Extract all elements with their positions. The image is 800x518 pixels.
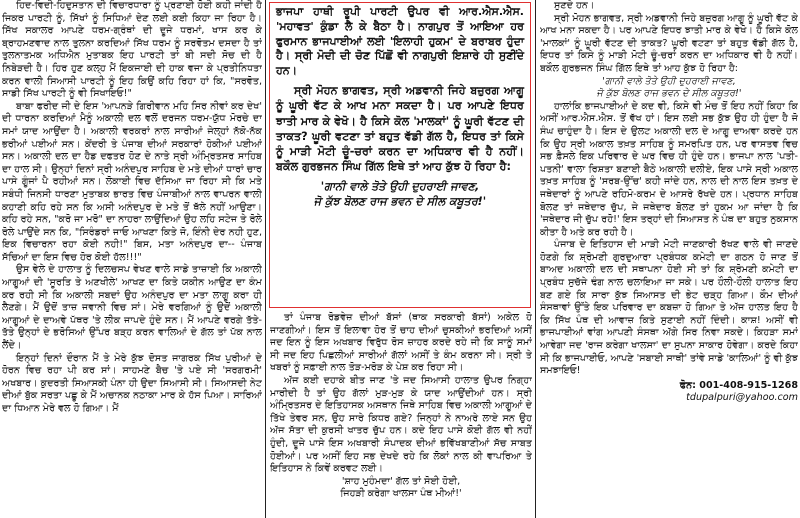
paragraph: ਹਿਦ-ਵਿਦੀ-ਹਿਦੁਸਤਾਨ ਦੀ ਵਿਚਾਰਧਾਰਾ ਨੂੰ ਪ੍ਰਣਾਈ ਹੋਈ ਕਹੀ ਜਾਂਦੀ ਹੈ ਜਿਕਰ ਪਾਰਟੀ ਨੂੰ, ਸਿੱਖਾਂ ਨੂੰ ਸਿਧਿਆਂ ਦੇਣ ਲਈ ਕਈ ਕਿਹਾ ਜਾ ਰਿਹਾ ਹੈ। ਸਿੱਖ ਸਕਾਲਰ ਆਪਣੇ ਧਰਮ-ਗ੍ਰੰਥਾਂ ਦੀ ਦੂਜੇ ਧਰਮਾਂ, ਖਾਸ ਕਰ ਕੇ ਬ੍ਰਾਹਮਣਵਾਦ ਨਾਲ ਤੁਲਨਾ ਕਰਦਿਆਂ ਸਿੱਖ ਧਰਮ ਨੂੰ ਸਰਵੋਤਮ ਦਸਦਾ ਹੈ ਤਾਂ ਤੁਲਨਾਤਮਕ ਅਧਿਐਨ ਮੁਤਾਬਕ ਇਹ ਪਾਰਟੀ ਤਾਂ ਬੀ ਸਦੀ ਸੋਚ ਦੀ ਹੈ ਨਿਬੇੜਦੀ ਹੈ। ਹਿਰ ਹੁਣ ਕਲ੍ਹ ਮੈਂ ਇਕਜਾਈ ਦੀ ਹਾਕ ਵਜਾ ਕੇ ਪ੍ਰਤੀਨਿਧਤਾ ਕਰਨ ਵਾਲੀ ਸਿਆਸੀ ਪਾਰਟੀ ਨੂੰ ਇਹ ਕਿਉਂ ਕਹਿ ਰਿਹਾ ਹਾਂ ਕਿ, "ਸਰਵੋਤ, ਸਾਡੀ ਸਿੱਖ ਪਾਰਟੀ ਨੂੰ ਵੀ ਸਿਖਾਇਓ!" (2, 0, 262, 100)
author-phone: ਫੋਨ: 001-408-915-1268 (679, 379, 798, 391)
paragraph: ਤਾਂ ਪੰਜਾਬ ਰੋਡਵੇਜ਼ ਦੀਆਂ ਬੱਸਾਂ (ਥਾਕ ਸਰਕਾਰੀ ਬੱਸਾਂ) ਅਕੇਲ ਹੋ ਜਾਣਗੀਆਂ। ਇਸ ਤੋਂ ਇਲਾਵਾ ਹੋਰ ਤੋਂ ਚਾਹ ਦੀਆਂ ਚੁਸਕੀਆਂ ਭਰਦਿਆਂ ਅਸੀਂ ਜਦ ਇਨ ਨੂੰ ਇਸ ਅਖਬਾਰ ਵਿਰੁੱਧ ਰੋਸ ਜ਼ਾਹਰ ਕਰਦੇ ਰਹੇ ਜੀ ਕਿ ਸਾਨੂੰ ਸਮਾਂ ਸੀ ਜਦ ਇਹ ਪਿਛਲੀਆਂ ਸਾਰੀਆਂ ਗੱਲਾਂ ਅਸੀਂ ਤੇ ਕੰਮ ਕਰਨਾ ਸੀ। ਸ੍ਰੀ ਤੇ ਖਬਰਾਂ ਨੂੰ ਸਫ਼ਾਈ ਨਾਲ ਤੋੜ-ਮਰੋੜ ਕੇ ਪੇਸ਼ ਕਰ ਰਿਹਾ ਸੀ। (270, 312, 532, 374)
verse-line-2: ਜੋ ਕੁੱਝ ਬੋਲਣ ਰਾਜ ਭਵਨ ਦੇ ਸੀਲ ਕਬੂਤਰ!' (313, 195, 487, 209)
paragraph: ਅੱਜ ਕਈ ਦਹਾਕੇ ਬੀਤ ਜਾਣ 'ਤੇ ਜਦ ਸਿਆਸੀ ਹਾਲਾਤ ਉਪਰ ਨਿਗ੍ਹਾ ਮਾਰੀਦੀ ਹੈ ਤਾਂ ਉਹ ਗੱਲਾਂ ਮੁੜ-ਮੁੜ ਕੇ ਯਾਦ ਆਉਂਦੀਆਂ ਹਨ। ਸ੍ਰੀ ਅੰਮ੍ਰਿਤਸਰ ਦੇ ਇਤਿਹਾਸਕ ਅਸਥਾਨ ਜਿਥੇ ਸਾਹਿਬ ਵਿਚ ਅਕਾਲੀ ਆਗੂਆਂ ਦੇ ਤਿੱਖੇ ਤੇਵਰ ਸਨ, ਉਹ ਸਾਰੇ ਕਿਧਰ ਗਏ? ਜਿਨ੍ਹਾਂ ਨੇ ਨਾਅਰੇ ਲਾਏ ਸਨ ਉਹ ਅੱਜ ਸੱਤਾ ਦੀ ਕੁਰਸੀ ਖਾਤਰ ਚੁੱਪ ਹਨ। ਕਦੇ ਇਹ ਪਾਸੇ ਕੋਈ ਗੱਲ ਵੀ ਨਹੀਂ ਹੁੰਦੀ, ਦੂਜੇ ਪਾਸੇ ਇਸ ਅਖਬਾਰੀ ਸੰਪਾਦਕ ਦੀਆਂ ਭਵਿੱਖਬਾਣੀਆਂ ਸੱਚ ਸਾਬਤ ਹੋਈਆਂ। ਪਰ ਅਸੀਂ ਇਹ ਸਭ ਦੇਖਦੇ ਰਹੇ ਕਿ ਲੋਕਾਂ ਨਾਲ ਕੀ ਵਾਪਰਿਆ ਤੇ ਇਤਿਹਾਸ ਨੇ ਕਿਵੇਂ ਕਰਵਟ ਲਈ। (270, 374, 532, 475)
pull-quote-verse (276, 179, 524, 210)
pull-quote-intro: ਭਾਜਪਾ ਹਾਥੀ ਰੂਪੀ ਪਾਰਟੀ ਉਪਰ ਵੀ ਆਰ.ਐਸ.ਐਸ. 'ਮਹਾਵਤ' ਕੁੰਡਾ ਲੈ ਕੇ ਬੈਠਾ ਹੈ। ਨਾਗਪੁਰ ਤੋਂ ਆਇਆ ਹਰ ਫੁਰਮਾਨ ਭਾਜਪਾਈਆਂ ਲਈ 'ਇਲਾਹੀ ਹੁਕਮ' ਦੇ ਬਰਾਬਰ ਹੁੰਦਾ ਹੈ। ਸ੍ਰੀ ਮੋਦੀ ਦੀ ਚੋਣ ਪਿੱਛੋਂ ਵੀ ਨਾਗਪੁਰੀ ਇਸ਼ਾਰੇ ਹੀ ਸੁਣੀਂਦੇ ਹਨ। (276, 5, 524, 78)
author-email[interactable]: tdupalpuri@yahoo.com (686, 392, 798, 404)
paragraph: ਹਾਲਾਂਕਿ ਭਾਜਪਾਈਆਂ ਦੇ ਕਦ ਵੀ, ਕਿਸੇ ਵੀ ਮੰਚ ਤੋਂ ਇਹ ਨਹੀਂ ਕਿਹਾ ਕਿ ਅਸੀਂ ਆਰ.ਐਸ.ਐਸ. ਤੋਂ ਵੱਖ ਹਾਂ। ਇਸ ਲਈ ਸਭ ਕੁੱਝ ਉਹ ਹੀ ਹੁੰਦਾ ਹੈ ਜੋ ਸੰਘ ਚਾਹੁੰਦਾ ਹੈ। ਇਸ ਦੇ ਉਲਟ ਅਕਾਲੀ ਦਲ ਦੇ ਆਗੂ ਦਾਅਵਾ ਕਰਦੇ ਹਨ ਕਿ ਉਹ ਸ੍ਰੀ ਅਕਾਲ ਤਖ਼ਤ ਸਾਹਿਬ ਨੂੰ ਸਮਰਪਿਤ ਹਨ, ਪਰ ਵਾਸਤਵ ਵਿਚ ਸਭ ਫ਼ੈਸਲੇ ਇਕ ਪਰਿਵਾਰ ਦੇ ਘਰ ਵਿਚ ਹੀ ਹੁੰਦੇ ਹਨ। ਭਾਜਪਾ ਨਾਲ 'ਪਤੀ-ਪਤਨੀ' ਵਾਲਾ ਰਿਸ਼ਤਾ ਬਣਾਈ ਬੈਠੇ ਅਕਾਲੀ ਦਲੀਏ, ਇਕ ਪਾਸੇ ਸ੍ਰੀ ਅਕਾਲ ਤਖ਼ਤ ਸਾਹਿਬ ਨੂੰ 'ਸਰਬ-ਉੱਚ' ਕਹੀ ਜਾਂਦੇ ਹਨ, ਨਾਲ ਦੀ ਨਾਲ ਇਸ ਤਖ਼ਤ ਦੇ ਜਥੇਦਾਰਾਂ ਨੂੰ ਆਪਣੇ ਰਹਿਮੋ-ਕਰਮ ਦੇ ਆਸਰੇ ਰੱਖਦੇ ਹਨ। ਪ੍ਰਧਾਨ ਸਾਹਿਬ ਬੋਲਣ ਤਾਂ ਜਥੇਦਾਰ ਚੁੱਪ, ਜੇ ਜਥੇਦਾਰ ਬੋਲਣ ਤਾਂ ਹੁਕਮ ਆ ਜਾਂਦਾ ਹੈ ਕਿ 'ਜਥੇਦਾਰ ਜੀ ਚੁੱਪ ਰਹੋ!' ਇਸ ਤਰ੍ਹਾਂ ਦੀ ਸਿਆਸਤ ਨੇ ਪੰਥ ਦਾ ਬਹੁਤ ਨੁਕਸਾਨ ਕੀਤਾ ਹੈ ਅਤੇ ਕਰ ਰਹੀ ਹੈ। (540, 100, 798, 238)
poem-line: ਜਿਹੜੀ ਕਰੇਗਾ ਖਾਲਸਾ ਪੰਥ ਮੀਆਂ!' (340, 488, 462, 500)
pull-quote-main: ਸ੍ਰੀ ਮੋਹਨ ਭਾਗਵਤ, ਸ੍ਰੀ ਅਡਵਾਨੀ ਜਿਹੇ ਬਜ਼ੁਰਗ ਆਗੂ ਨੂੰ ਘੂਰੀ ਵੱਟ ਕੇ ਆਖ ਮਨਾ ਸਕਦਾ ਹੈ। ਪਰ ਆਪਣੇ ਇਧਰ ਝਾਤੀ ਮਾਰ ਕੇ ਵੇਖੋ। ਹੈ ਕਿਸੇ ਕੋਲ 'ਮਾਲਕਾਂ' ਨੂੰ ਘੂਰੀ ਵੱਟਣ ਦੀ ਤਾਕਤ? ਘੂਰੀ ਵਟਣਾ ਤਾਂ ਬਹੁਤ ਵੱਡੀ ਗੱਲ ਹੈ, ਇਧਰ ਤਾਂ ਕਿਸੇ ਨੂੰ ਮਾੜੀ ਮੋਟੀ ਚੂੰ-ਚਰਾਂ ਕਰਨ ਦਾ ਅਧਿਕਾਰ ਵੀ ਹੈ ਨਹੀਂ। ਬਕੌਲ ਗੁਰਭਜਨ ਸਿੰਘ ਗਿੱਲ ਇਥੇ ਤਾਂ ਆਹ ਕੁੱਝ ਹੋ ਰਿਹਾ ਹੈ: (276, 83, 524, 174)
column-right (540, 0, 798, 518)
column-left (2, 0, 262, 518)
paragraph: ਸ੍ਰੀ ਮੋਹਨ ਭਾਗਵਤ, ਸ੍ਰੀ ਅਡਵਾਨੀ ਜਿਹੇ ਬਜ਼ੁਰਗ ਆਗੂ ਨੂੰ ਘੂਰੀ ਵੱਟ ਕੇ ਆਖ ਮਨਾ ਸਕਦਾ ਹੈ। ਪਰ ਆਪਣੇ ਇਧਰ ਝਾਤੀ ਮਾਰ ਕੇ ਵੇਖੋ। ਹੈ ਕਿਸੇ ਕੋਲ 'ਮਾਲਕਾਂ' ਨੂੰ ਘੂਰੀ ਵੱਟਣ ਦੀ ਤਾਕਤ? ਘੂਰੀ ਵਟਣਾ ਤਾਂ ਬਹੁਤ ਵੱਡੀ ਗੱਲ ਹੈ, ਇਧਰ ਤਾਂ ਕਿਸੇ ਨੂੰ ਮਾੜੀ ਮੋਟੀ ਚੂੰ-ਚਰਾਂ ਕਰਨ ਦਾ ਅਧਿਕਾਰ ਵੀ ਹੈ ਨਹੀਂ। ਬਕੌਲ ਗੁਰਭਜਨ ਸਿੰਘ ਗਿੱਲ ਇਥੇ ਤਾਂ ਆਹ ਕੁੱਝ ਹੋ ਰਿਹਾ ਹੈ: (540, 12, 798, 74)
verse-line: 'ਗਾਨੀ ਵਾਲੇ ਤੋਤੇ ਉਹੀ ਦੁਹਰਾਈ ਜਾਵਣ, (602, 75, 736, 87)
paragraph: ਪੰਜਾਬ ਦੇ ਇਤਿਹਾਸ ਦੀ ਮਾੜੀ ਮੋਟੀ ਜਾਣਕਾਰੀ ਰੱਖਣ ਵਾਲੇ ਵੀ ਜਾਣਦੇ ਹੋਣਗੇ ਕਿ ਸ਼੍ਰੋਮਣੀ ਗੁਰਦੁਆਰਾ ਪ੍ਰਬੰਧਕ ਕਮੇਟੀ ਦਾ ਗਠਨ ਹੋ ਜਾਣ ਤੋਂ ਬਾਅਦ ਅਕਾਲੀ ਦਲ ਦੀ ਸਥਾਪਨਾ ਹੋਈ ਸੀ ਤਾਂ ਕਿ ਸ਼੍ਰੋਮਣੀ ਕਮੇਟੀ ਦਾ ਪ੍ਰਬੰਧ ਸੁਚੱਜੇ ਢੰਗ ਨਾਲ ਚਲਾਇਆ ਜਾ ਸਕੇ। ਪਰ ਹੌਲੀ-ਹੌਲੀ ਹਾਲਾਤ ਇਹ ਬਣ ਗਏ ਕਿ ਸਾਰਾ ਕੁੱਝ ਸਿਆਸਤ ਦੀ ਭੇਟ ਚੜ੍ਹ ਗਿਆ। ਕੌਮ ਦੀਆਂ ਸੰਸਥਾਵਾਂ ਉੱਤੇ ਇਕ ਪਰਿਵਾਰ ਦਾ ਕਬਜ਼ਾ ਹੋ ਗਿਆ ਤੇ ਅੱਜ ਹਾਲਤ ਇਹ ਹੈ ਕਿ ਸਿੱਖ ਪੰਥ ਦੀ ਆਵਾਜ਼ ਕਿਤੇ ਸੁਣਾਈ ਨਹੀਂ ਦਿੰਦੀ। ਕਾਸ਼! ਅਸੀਂ ਵੀ ਭਾਜਪਾਈਆਂ ਵਾਂਗ ਆਪਣੀ ਸੰਸਥਾ ਅੱਗੇ ਸਿਰ ਨਿਵਾ ਸਕਦੇ। ਕਿਹੜਾ ਸਮਾਂ ਆਵੇਗਾ ਜਦ 'ਰਾਜ ਕਰੇਗਾ ਖਾਲਸਾ' ਦਾ ਸੁਪਨਾ ਸਾਕਾਰ ਹੋਵੇਗਾ। ਕਰਦੇ ਕਿਹਾ ਸੀ ਕਿ ਭਾਜਪਾਈਓ, ਆਪਣੇ 'ਸਬਾਈ ਸਾਥੀ' ਤਾਂਵੇ ਸਾਡੇ 'ਕਾਲਿਆਂ' ਨੂੰ ਵੀ ਕੁੱਝ ਸਮਝਾਇਓ! (540, 239, 798, 377)
verse-line: ਜੋ ਕੁੱਝ ਬੋਲਣ ਰਾਜ ਭਵਨ ਦੇ ਸੀਲ ਕਬੂਤਰ!' (596, 88, 742, 100)
column-middle-text (270, 312, 532, 501)
column-divider (265, 0, 266, 518)
paragraph: ਇਨ੍ਹਾਂ ਦਿਨਾਂ ਦੌਰਾਨ ਮੈਂ ਤੇ ਮੇਰੇ ਕੁੱਝ ਦੋਸਤ ਜਾਗਰਕ ਸਿੱਖ ਪੁਰੀਆਂ ਦੇ ਹੋਰਨ ਵਿਚ ਰਹਾ ਪੀ ਕਰ ਸਾਂ। ਸਾਹਮਣੇ ਬੈਚ 'ਤੇ ਪਏ ਸੀ 'ਸਰਗਰਮੀ' ਅਖਬਾਰ। ਕੁਦਰਤੀ ਸਿਆਸਕੀ ਪੰਨਾ ਹੀ ਉਦਾ ਸਿਆਸੀ ਸੀ। ਸਿਆਸਦੀ ਨੇਟ ਦੀਆਂ ਬੁੱਕ ਸਰਤਾ ਪਛੂ ਕੇ ਮੈਂ ਅਚਾਨਕ ਨਠਾਕਾ ਮਾਰ ਕੇ ਹੱਸ ਪਿਆ। ਸਾਰਿਆਂ ਦਾ ਧਿਆਨ ਮੇਰੇ ਵਲ ਹੋ ਗਿਆ। ਮੈਂ (2, 352, 262, 414)
poem-line: 'ਸ਼ਾਹ ਮੁਹੰਮਦਾ' ਗੱਲ ਤਾਂ ਸੋਈ ਹੋਈ, (341, 475, 461, 487)
paragraph: ਉਸ ਵੇਲੇ ਦੇ ਹਾਲਾਤ ਨੂੰ ਦਿਲਚਸਪ ਵੇਖਣ ਵਾਲੇ ਸਾਡੇ ਤਾਜ਼ਾਈ ਕਿ ਅਕਾਲੀ ਆਗੂਆਂ ਦੀ 'ਸੂਰਤਿ ਤੇ ਅਣਖੀਲੇ' ਆਖਣ ਦਾ ਕਿਤੇ ਯਕੀਨ ਆਉਣ ਦਾ ਕੰਮ ਕਰ ਰਹੀ ਸੀ ਕਿ ਅਕਾਲੀ ਸਬਦਾਂ ਉਹ ਅਨੰਦਪੁਰ ਦਾ ਮਤਾ ਲਾਗੂ ਕਰਾ ਹੀ ਲੈਣਗੇ। ਮੈਂ ਉਦੋਂ ਤਾਜ਼ ਜਵਾਨੀ ਵਿਚ ਸਾਂ। ਮੇਰੇ ਵਰਗਿਆਂ ਨੂੰ ਉਦੋਂ ਅਕਾਲੀ ਆਗੂਆਂ ਦੇ ਦਾਅਵੇ ਪੱਥਰ 'ਤੇ ਲੀਕ ਜਾਪਦੇ ਹੁੰਦੇ ਸਨ। ਮੈਂ ਆਪਣੇ ਵਰਗੇ ਤੱਤੇ-ਤੱਤੇ ਉਨ੍ਹਾਂ ਦੇ ਭਰੋਸਿਆਂ ਉੱਪਰ ਬੜ੍ਹ ਕਰਨ ਵਾਲਿਆਂ ਦੇ ਗੱਲ ਤਾਂ ਪੱਕ ਨਾਲ ਲੈਂਦੇ। (2, 264, 262, 352)
column-divider (535, 0, 536, 518)
paragraph: ਸੁਣਦੇ ਹਨ। (554, 0, 595, 11)
pull-quote-box (269, 2, 531, 308)
verse-line-1: 'ਗਾਨੀ ਵਾਲੇ ਤੋਤੇ ਉਹੀ ਦੁਹਰਾਈ ਜਾਵਣ, (320, 179, 480, 193)
paragraph: ਬਾਬਾ ਫਰੀਦ ਜੀ ਦੇ ਇਸ 'ਆਪਨੜੇ ਗਿਰੀਵਾਨ ਮਹਿ ਸਿਰ ਨੀਵਾਂ ਕਰ ਦੇਖ' ਦੀ ਧਾਰਨਾ ਕਰਦਿਆਂ ਮੈਨੂੰ ਅਕਾਲੀ ਦਲ ਵਲੋਂ ਦਰਜਨ ਧਰਮ-ਯੁੱਧ ਮੋਰਚੇ ਦਾ ਸਮਾਂ ਯਾਦ ਆਉਂਦਾ ਹੈ। ਅਕਾਲੀ ਵਰਕਰਾਂ ਨਾਲ ਸਾਰੀਆਂ ਜੇਲ੍ਹਾਂ ਨੱਕੋ-ਨੱਕ ਭਰੀਆਂ ਪਈਆਂ ਸਨ। ਕੇਂਦਰੀ ਤੇ ਪੰਜਾਬ ਦੀਆਂ ਸਰਕਾਰਾਂ ਹੋਕੀਆਂ ਪਈਆਂ ਸਨ। ਅਕਾਲੀ ਦਲ ਦਾ ਹੈਡ ਦਫਤਰ ਹੋਣ ਦੇ ਨਾਤੇ ਸ੍ਰੀ ਅੰਮ੍ਰਿਤਸਰ ਸਾਹਿਬ ਦਾ ਹਾਲ ਸੀ। ਉਨ੍ਹਾਂ ਦਿਨਾਂ ਸ੍ਰੀ ਅਨੰਦਪੁਰ ਸਾਹਿਬ ਦੇ ਮਤੇ ਦੀਆਂ ਧਾਰਾਂ ਚਾਰ ਪਾਸੇ ਗੂੰਜਾਂ ਪੈ ਰਹੀਆਂ ਸਨ। ਲੋਕਾਈ ਵਿਚ ਦੱਸਿਆ ਜਾ ਰਿਹਾ ਸੀ ਕਿ ਮਤੇ ਸਬੰਧੀ ਜਿਨਸੀ ਧਾਰਣਾ ਮੁਤਾਬਕ ਭਾਰਤ ਵਿਚ ਪੰਜਾਬੀਆਂ ਨਾਲ ਵਾਪਰਨ ਵਾਲੀ ਕਹਾਣੀ ਕਹਿ ਰਹੇ ਸਨ ਕਿ ਅਸੀ ਅਨੰਦਪੁਰ ਦੇ ਮਤੇ ਤੋਂ ਥੱਲੇ ਨਹੀਂ ਆਉਣਾ। ਕਹਿ ਰਹੇ ਸਨ, "ਕਰੋ ਜਾ ਮਰੋ" ਦਾ ਨਾਹਰਾ ਲਾਉਂਦਿਆਂ ਉਹ ਲਹਿ ਸਟੇਜ ਤੇ ਰੋਲੇ ਰੋਲੇ ਪਾਉਂਦੇ ਸਨ ਕਿ, "ਸਿਰੰਡਰਾਂ ਜਾਓ ਆਖਣਾ ਕਿਤੇ ਜੋ, ਇੰਨੀ ਦੇਰ ਨਹੀ ਹੁਣ, ਇਕ ਵਿਚਾਰਨਾ ਰਹਾ ਕੋਈ ਨਹੀ!" ਬਿਸ, ਮਤਾ ਅਨੰਦਪੁਰ ਦਾ-- ਪੰਜਾਬ ਸੱਚਿਆਂ ਦਾ ਇਸ ਵਿਚ ਹੋਰ ਕੋਈ ਹੱਲ!!!" (2, 100, 262, 263)
